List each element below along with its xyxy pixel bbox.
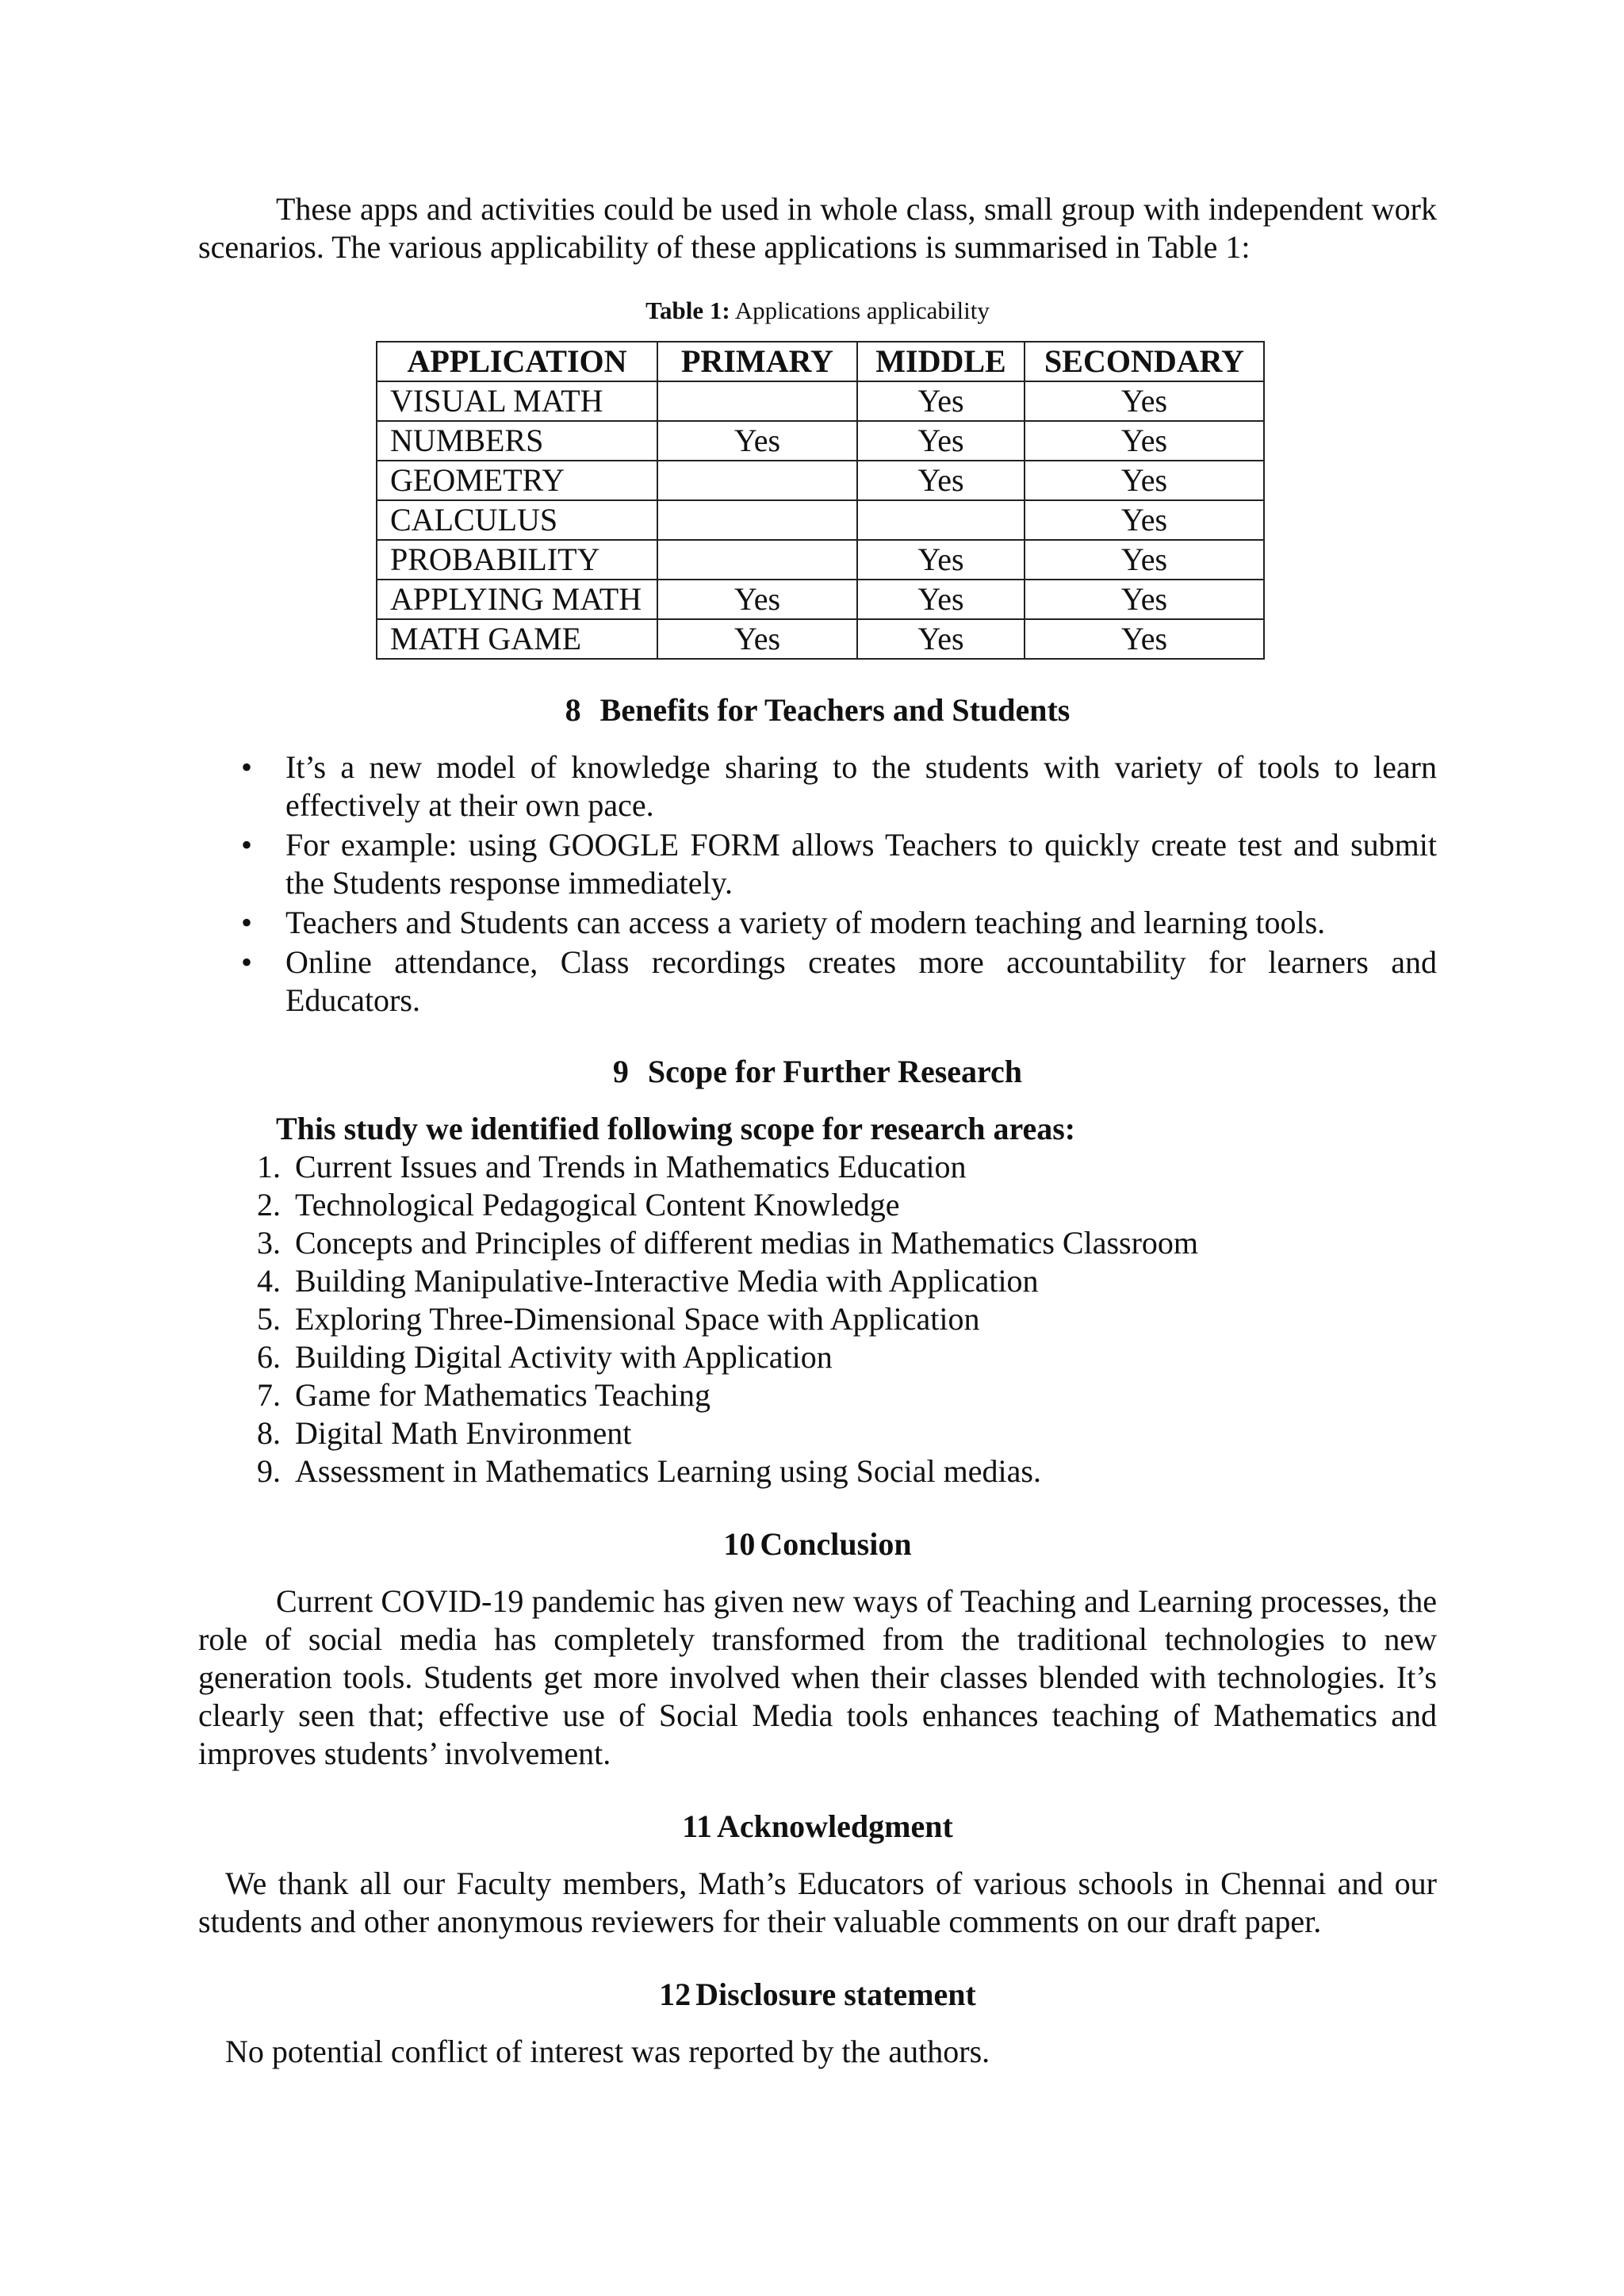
table-row — [377, 500, 1264, 540]
table-cell-primary — [657, 381, 857, 421]
section-title: Benefits for Teachers and Students — [599, 692, 1071, 728]
section-8-heading — [198, 691, 1437, 729]
table-cell-application: GEOMETRY — [377, 461, 657, 500]
disclosure-paragraph: No potential conflict of interest was reported by the authors. — [225, 2034, 990, 2069]
table-cell-primary — [657, 461, 857, 500]
table-header-cell: APPLICATION — [377, 342, 657, 381]
table-cell-application: VISUAL MATH — [377, 381, 657, 421]
list-number: 1. — [257, 1149, 281, 1184]
section-11-heading — [198, 1808, 1437, 1846]
list-item-text: Building Manipulative-Interactive Media with Application — [295, 1263, 1039, 1299]
list-item — [198, 1300, 1437, 1338]
bullet-icon: • — [241, 827, 253, 863]
section-9-heading — [198, 1053, 1437, 1091]
scope-lead: This study we identified following scope for research areas: — [276, 1111, 1076, 1146]
table-cell-middle: Yes — [857, 421, 1025, 461]
list-item-text: Assessment in Mathematics Learning using Social medias. — [295, 1453, 1041, 1489]
section-number: 9 — [612, 1054, 629, 1089]
benefits-list — [198, 748, 1437, 1020]
list-number: 3. — [257, 1225, 281, 1261]
list-item-text: Online attendance, Class recordings creates more accountability for learners and Educators. — [285, 944, 1437, 1018]
table-header-cell: MIDDLE — [857, 342, 1025, 381]
section-number: 12 — [659, 1976, 691, 2012]
bullet-icon: • — [241, 944, 253, 980]
paper-page — [198, 190, 1437, 2071]
table-cell-application: CALCULUS — [377, 500, 657, 540]
section-12-heading — [198, 1976, 1437, 2014]
applications-table — [376, 341, 1265, 660]
section-number: 8 — [565, 692, 581, 728]
table-cell-middle: Yes — [857, 619, 1025, 659]
list-item-text: Building Digital Activity with Application — [295, 1339, 833, 1375]
list-number: 6. — [257, 1339, 281, 1375]
list-item — [198, 1452, 1437, 1490]
list-item-text: Digital Math Environment — [295, 1415, 632, 1451]
table-cell-middle: Yes — [857, 461, 1025, 500]
table-cell-primary: Yes — [657, 619, 857, 659]
table-cell-primary — [657, 500, 857, 540]
list-item-text: Exploring Three-Dimensional Space with Application — [295, 1301, 980, 1337]
list-item — [198, 1262, 1437, 1300]
table-cell-primary: Yes — [657, 580, 857, 619]
list-item-text: Game for Mathematics Teaching — [295, 1377, 711, 1413]
table-caption-text: Applications applicability — [730, 297, 990, 324]
acknowledgment-paragraph: We thank all our Faculty members, Math’s Educators of various schools in Chennai and our students and other anonymous reviewers for their valuable comments on our draft paper. — [198, 1866, 1437, 1939]
table-cell-secondary: Yes — [1025, 540, 1264, 580]
list-item — [198, 1186, 1437, 1224]
list-item — [198, 1414, 1437, 1452]
table-caption-label: Table 1: — [645, 297, 730, 324]
table-caption — [198, 295, 1437, 327]
list-item — [198, 1376, 1437, 1414]
list-item-text: Concepts and Principles of different medias in Mathematics Classroom — [295, 1225, 1199, 1261]
section-10-heading — [198, 1525, 1437, 1563]
list-item — [198, 1224, 1437, 1262]
list-item — [198, 826, 1437, 902]
section-title: Disclosure statement — [695, 1976, 976, 2012]
table-row — [377, 540, 1264, 580]
bullet-icon: • — [241, 749, 253, 785]
section-title: Acknowledgment — [717, 1808, 953, 1844]
table-cell-secondary: Yes — [1025, 381, 1264, 421]
list-number: 4. — [257, 1263, 281, 1299]
table-row — [377, 381, 1264, 421]
table-cell-application: MATH GAME — [377, 619, 657, 659]
table-cell-application: APPLYING MATH — [377, 580, 657, 619]
bullet-icon: • — [241, 905, 253, 940]
table-cell-primary — [657, 540, 857, 580]
list-item — [198, 943, 1437, 1020]
table-cell-secondary: Yes — [1025, 580, 1264, 619]
list-item-text: For example: using GOOGLE FORM allows Teachers to quickly create test and submit the Students response immediately. — [285, 827, 1437, 901]
section-number: 11 — [682, 1808, 712, 1844]
table-row — [377, 580, 1264, 619]
table-cell-middle: Yes — [857, 580, 1025, 619]
list-item-text: Current Issues and Trends in Mathematics Education — [295, 1149, 967, 1184]
list-item-text: Teachers and Students can access a variety of modern teaching and learning tools. — [285, 905, 1326, 940]
table-header-cell: SECONDARY — [1025, 342, 1264, 381]
section-title: Conclusion — [760, 1526, 912, 1562]
section-number: 10 — [723, 1526, 756, 1562]
table-row — [377, 461, 1264, 500]
table-cell-secondary: Yes — [1025, 619, 1264, 659]
table-cell-secondary: Yes — [1025, 461, 1264, 500]
list-number: 8. — [257, 1415, 281, 1451]
conclusion-paragraph: Current COVID-19 pandemic has given new ways of Teaching and Learning processes, the role of social media has completely transformed from the traditional technologies to new generation tools. Students get more involved when their classes blended with technologies. It’s clearly seen that; effective use of Social Media tools enhances teaching of Mathematics and improves students’ involvement. — [198, 1583, 1437, 1771]
list-item — [198, 1148, 1437, 1186]
table-cell-middle: Yes — [857, 540, 1025, 580]
list-item-text: Technological Pedagogical Content Knowledge — [295, 1187, 900, 1223]
list-item — [198, 1338, 1437, 1376]
list-number: 9. — [257, 1453, 281, 1489]
list-number: 2. — [257, 1187, 281, 1223]
table-cell-middle — [857, 500, 1025, 540]
scope-list — [198, 1148, 1437, 1490]
table-header-row — [377, 342, 1264, 381]
table-cell-application: PROBABILITY — [377, 540, 657, 580]
section-title: Scope for Further Research — [647, 1054, 1023, 1089]
table-cell-secondary: Yes — [1025, 421, 1264, 461]
list-item-text: It’s a new model of knowledge sharing to the students with variety of tools to learn effectively at their own pace. — [285, 749, 1437, 823]
table-cell-middle: Yes — [857, 381, 1025, 421]
list-item — [198, 748, 1437, 825]
intro-paragraph: These apps and activities could be used in whole class, small group with independent work scenarios. The various applicability of these applications is summarised in Table 1: — [198, 191, 1437, 265]
table-cell-primary: Yes — [657, 421, 857, 461]
table-row — [377, 421, 1264, 461]
list-item — [198, 904, 1437, 942]
table-cell-secondary: Yes — [1025, 500, 1264, 540]
table-header-cell: PRIMARY — [657, 342, 857, 381]
list-number: 5. — [257, 1301, 281, 1337]
table-row — [377, 619, 1264, 659]
list-number: 7. — [257, 1377, 281, 1413]
table-cell-application: NUMBERS — [377, 421, 657, 461]
